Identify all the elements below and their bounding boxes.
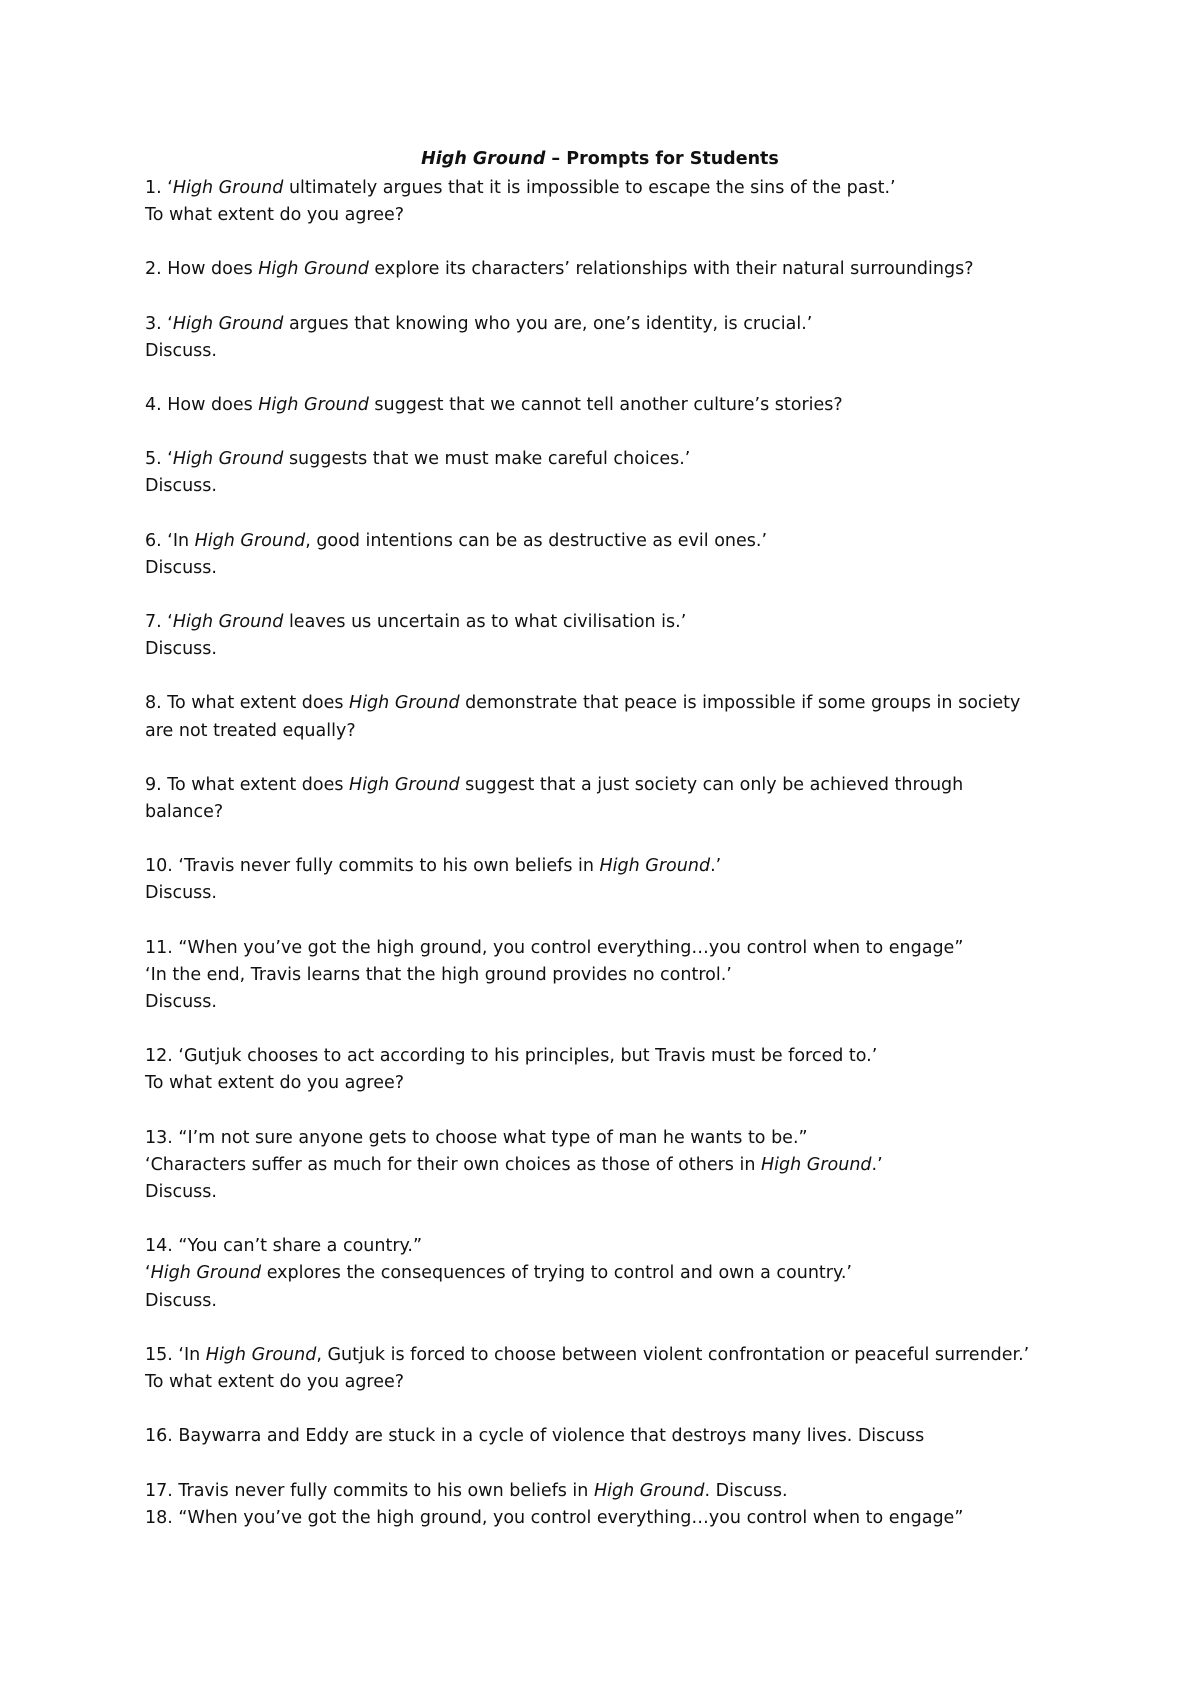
prompt-text: . Discuss. — [704, 1480, 788, 1501]
prompt-line — [145, 935, 1065, 962]
prompt-text: Discuss. — [145, 1290, 217, 1311]
prompt-item — [145, 175, 1065, 229]
prompt-line — [145, 1152, 1065, 1179]
prompt-text: .’ — [710, 856, 722, 877]
prompt-text: 7. ‘ — [145, 612, 173, 633]
prompt-line — [145, 1288, 1065, 1315]
prompt-list — [145, 175, 1065, 1559]
prompt-item — [145, 528, 1065, 582]
prompt-line — [145, 1423, 1065, 1450]
prompt-text: 9. To what extent does — [145, 774, 350, 795]
prompt-text: ‘In the end, Travis learns that the high ground provides no control.’ — [145, 964, 732, 985]
prompt-item — [145, 311, 1065, 365]
work-title-italic: High Ground — [172, 612, 284, 633]
prompt-text: suggest that we cannot tell another culture’s stories? — [368, 395, 843, 416]
prompt-text: , Gutjuk is forced to choose between violent confrontation or peaceful surrender.’ — [316, 1344, 1030, 1365]
prompt-line — [145, 690, 1065, 717]
prompt-line — [145, 256, 1065, 283]
prompt-line — [145, 202, 1065, 229]
prompt-text: demonstrate that peace is impossible if some groups in society — [459, 693, 1021, 714]
prompt-text: 8. To what extent does — [145, 693, 350, 714]
prompt-text: 10. ‘Travis never fully commits to his own beliefs in — [145, 856, 600, 877]
prompt-line — [145, 392, 1065, 419]
prompt-line — [145, 853, 1065, 880]
prompt-line — [145, 636, 1065, 663]
title-rest: – Prompts for Students — [545, 149, 779, 169]
prompt-line — [145, 1260, 1065, 1287]
prompt-line — [145, 1478, 1065, 1505]
prompt-item — [145, 1423, 1065, 1450]
work-title-italic: High Ground — [761, 1154, 872, 1175]
prompt-line — [145, 473, 1065, 500]
prompt-text: 14. “You can’t share a country.” — [145, 1236, 423, 1257]
work-title-italic: High Ground — [194, 530, 306, 551]
prompt-line — [145, 1125, 1065, 1152]
prompt-text: ‘Characters suffer as much for their own choices as those of others in — [145, 1154, 761, 1175]
prompt-text: Discuss. — [145, 557, 217, 578]
prompt-item — [145, 935, 1065, 1017]
work-title-italic: High Ground — [172, 313, 284, 334]
prompt-line — [145, 1342, 1065, 1369]
prompt-item — [145, 609, 1065, 663]
prompt-item — [145, 1342, 1065, 1396]
prompt-text: 13. “I’m not sure anyone gets to choose what type of man he wants to be.” — [145, 1127, 808, 1148]
work-title-italic: High Ground — [172, 449, 284, 470]
prompt-line — [145, 609, 1065, 636]
prompt-text: 5. ‘ — [145, 449, 173, 470]
prompt-line — [145, 555, 1065, 582]
prompt-text: 15. ‘In — [145, 1344, 206, 1365]
prompt-text: To what extent do you agree? — [145, 205, 405, 226]
work-title-italic: High Ground — [150, 1263, 262, 1284]
prompt-item — [145, 256, 1065, 283]
prompt-text: suggest that a just society can only be achieved through — [459, 774, 964, 795]
prompt-text: argues that knowing who you are, one’s identity, is crucial.’ — [283, 313, 813, 334]
work-title-italic: High Ground — [258, 259, 369, 280]
prompt-item — [145, 1505, 1065, 1532]
prompt-item — [145, 853, 1065, 907]
prompt-text: Discuss. — [145, 992, 217, 1013]
prompt-text: ‘ — [145, 1263, 151, 1284]
prompt-line — [145, 1505, 1065, 1532]
prompt-text: balance? — [145, 802, 224, 823]
prompt-line — [145, 718, 1065, 745]
document-title — [0, 146, 1200, 173]
work-title-italic: High Ground — [258, 395, 369, 416]
prompt-line — [145, 1043, 1065, 1070]
prompt-text: Discuss. — [145, 883, 217, 904]
prompt-text: are not treated equally? — [145, 720, 356, 741]
prompt-text: 11. “When you’ve got the high ground, you control everything…you control when to engage” — [145, 937, 964, 958]
prompt-line — [145, 962, 1065, 989]
prompt-line — [145, 1369, 1065, 1396]
prompt-item — [145, 1125, 1065, 1207]
prompt-text: 16. Baywarra and Eddy are stuck in a cycle of violence that destroys many lives. Discuss — [145, 1426, 925, 1447]
prompt-text: ultimately argues that it is impossible to escape the sins of the past.’ — [283, 178, 896, 198]
work-title-italic: High Ground — [349, 693, 460, 714]
prompt-text: 17. Travis never fully commits to his own beliefs in — [145, 1480, 594, 1501]
prompt-line — [145, 311, 1065, 338]
prompt-line — [145, 799, 1065, 826]
work-title-italic: High Ground — [599, 856, 711, 877]
prompt-text: To what extent do you agree? — [145, 1372, 405, 1393]
prompt-line — [145, 1070, 1065, 1097]
prompt-item — [145, 1233, 1065, 1315]
prompt-text: suggests that we must make careful choices.’ — [283, 449, 691, 470]
prompt-text: 12. ‘Gutjuk chooses to act according to his principles, but Travis must be forced to.’ — [145, 1046, 878, 1067]
prompt-text: , good intentions can be as destructive as evil ones.’ — [305, 530, 768, 551]
prompt-line — [145, 1233, 1065, 1260]
prompt-text: .’ — [871, 1154, 883, 1175]
prompt-item — [145, 772, 1065, 826]
prompt-line — [145, 772, 1065, 799]
work-title-italic: High Ground — [349, 774, 460, 795]
prompt-text: 6. ‘In — [145, 530, 195, 551]
prompt-text: 18. “When you’ve got the high ground, you control everything…you control when to engage” — [145, 1507, 964, 1528]
prompt-text: Discuss. — [145, 340, 217, 361]
prompt-item — [145, 392, 1065, 419]
work-title-italic: High Ground — [205, 1344, 317, 1365]
prompt-item — [145, 1478, 1065, 1505]
work-title-italic: High Ground — [172, 178, 284, 198]
prompt-line — [145, 880, 1065, 907]
prompt-text: 3. ‘ — [145, 313, 173, 334]
prompt-text: Discuss. — [145, 639, 217, 660]
prompt-item — [145, 1043, 1065, 1097]
prompt-text: Discuss. — [145, 1182, 217, 1203]
prompt-line — [145, 528, 1065, 555]
prompt-line — [145, 446, 1065, 473]
prompt-text: leaves us uncertain as to what civilisation is.’ — [283, 612, 687, 633]
prompt-line — [145, 989, 1065, 1016]
prompt-item — [145, 690, 1065, 744]
prompt-text: explores the consequences of trying to control and own a country.’ — [261, 1263, 852, 1284]
prompt-line — [145, 175, 1065, 202]
title-work: High Ground — [421, 149, 546, 169]
prompt-line — [145, 338, 1065, 365]
prompt-line — [145, 1179, 1065, 1206]
prompt-text: Discuss. — [145, 476, 217, 497]
work-title-italic: High Ground — [593, 1480, 705, 1501]
prompt-item — [145, 446, 1065, 500]
prompt-text: 1. ‘ — [145, 178, 173, 198]
prompt-text: To what extent do you agree? — [145, 1073, 405, 1094]
prompt-text: 2. How does — [145, 259, 259, 280]
prompt-text: explore its characters’ relationships with their natural surroundings? — [368, 259, 974, 280]
prompt-text: 4. How does — [145, 395, 259, 416]
